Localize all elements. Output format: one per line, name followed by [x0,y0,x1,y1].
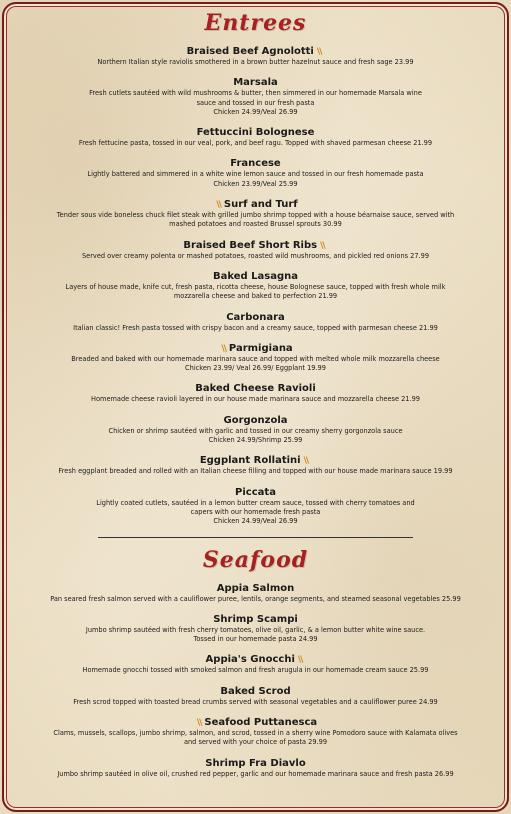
menu-item-description: Breaded and baked with our homemade marinara sauce and topped with melted whole milk mozzarella cheese [71,354,440,363]
menu-item [8,70,503,117]
menu-item-name: Appia Salmon [216,582,295,594]
menu-item-name: Braised Beef Short Ribs [183,239,318,251]
section-divider [98,537,413,538]
menu-item-description: Fresh cutlets sautéed with wild mushrooms & butter, then simmered in our homemade Marsala wine [89,89,422,98]
menu-item-name: Baked Lasagna [212,270,299,282]
menu-item [8,607,503,645]
menu-item [8,151,503,189]
menu-item-description: Chicken 24.99/Veal 26.99 [213,107,298,116]
menu-item-description: Tossed in our homemade pasta 24.99 [193,635,318,644]
menu-item-name: Eggplant Rollatini [199,455,301,467]
menu-item-heading [8,305,503,324]
menu-item-name: Shrimp Fra Diavlo [205,757,306,769]
menu-item-description: Tender sous vide boneless chuck filet steak with grilled jumbo shrimp topped with a house béarnaise sauce, served with [56,211,455,220]
menu-item-description: Jumbo shrimp sautéed with fresh cherry tomatoes, olive oil, garlic, & a lemon butter white wine sauce. [85,625,426,634]
menu-item-name: Marsala [233,77,278,89]
menu-item-heading [8,480,503,499]
menu-item-heading [8,408,503,427]
menu-item [8,751,503,779]
italian-flag-icon: \\ [216,200,221,211]
menu-item-description: Fresh fettucine pasta, tossed in our veal, pork, and beef ragu. Topped with shaved parmesan cheese 21.99 [78,139,433,148]
menu-item-name: Braised Beef Agnolotti [186,46,314,57]
menu-item-heading [8,751,503,770]
menu-item-heading [8,710,503,729]
menu-item-description: Lightly battered and simmered in a white wine lemon sauce and tossed in our fresh homemade pasta [87,170,424,179]
menu-item-description: Homemade gnocchi tossed with smoked salmon and fresh arugula in our homemade cream sauce 25.99 [82,666,429,675]
menu-item-description: Northern Italian style raviolis smothered in a brown butter hazelnut sauce and fresh sage 23.99 [97,58,414,66]
menu-item-description: Fresh scrod topped with toasted bread crumbs served with seasonal vegetables and a cauliflower puree 24.99 [73,697,438,706]
menu-item-description: Lightly coated cutlets, sautéed in a lemon butter cream sauce, tossed with cherry tomatoes and [96,498,415,507]
menu-item-heading [8,264,503,283]
menu-item-heading [8,233,503,252]
menu-item [8,647,503,675]
menu-item-heading [8,336,503,355]
italian-flag-icon: \\ [196,718,202,729]
menu-item [8,408,503,446]
entrees-title: Entrees [204,10,307,36]
menu-item-heading [8,376,503,395]
menu-item-heading [8,448,503,467]
menu-item-description: and served with your choice of pasta 29.99 [183,738,328,747]
menu-item-heading [8,576,503,595]
menu-item-heading [8,151,503,170]
italian-flag-icon: \\ [320,240,325,251]
menu-item-description: Jumbo shrimp sautéed in olive oil, crushed red pepper, garlic and our homemade marinara sauce and fresh pasta 26.99 [57,769,454,778]
menu-item-name: Francese [230,158,281,170]
menu-item-description: mozzarella cheese and baked to perfection 21.99 [173,292,338,301]
italian-flag-icon: \\ [303,456,309,467]
menu-item-description: Chicken 23.99/ Veal 26.99/ Eggplant 19.99 [185,364,326,373]
menu-item-heading [8,192,503,211]
menu-item-heading [8,607,503,626]
menu-item-description: Chicken 24.99/Shrimp 25.99 [208,436,303,445]
menu-item-heading [8,647,503,666]
menu-item-description: capers with our homemade fresh pasta [190,507,321,516]
menu-item-description: Fresh eggplant breaded and rolled with an Italian cheese filling and topped with our house made marinara sauce 19.99 [58,467,453,476]
menu-item [8,120,503,148]
menu-item-name: Piccata [235,486,276,498]
menu-item-heading [8,70,503,89]
menu-item-description: Italian classic! Fresh pasta tossed with crispy bacon and a creamy sauce, topped with parmesan cheese 21.99 [73,323,438,332]
menu-item [8,264,503,302]
menu-item-name: Gorgonzola [223,414,288,426]
menu-item-heading [8,679,503,698]
menu-item [8,710,503,748]
seafood-title: Seafood [202,546,309,573]
menu-item [8,679,503,707]
menu-item [8,192,503,230]
menu-item-name: Carbonara [226,311,285,323]
menu-item [8,336,503,374]
menu-item-name: Fettuccini Bolognese [196,127,315,139]
menu-item-description: Homemade cheese ravioli layered in our house made marinara sauce and mozzarella cheese 21.99 [91,395,420,404]
menu-item-heading [8,120,503,139]
italian-flag-icon: \\ [297,655,303,666]
menu-item-name: Parmigiana [228,342,293,354]
menu-item [8,376,503,404]
menu-item-name: Surf and Turf [223,199,298,211]
menu-item-description: Chicken 23.99/Veal 25.99 [213,179,298,188]
menu-item-name: Seafood Puttanesca [204,717,318,729]
menu-content [8,10,503,779]
entrees-list [8,39,503,527]
menu-item-description: sauce and tossed in our fresh pasta [196,98,315,107]
menu-item [8,480,503,527]
italian-flag-icon: \\ [221,343,226,354]
menu-item-description: Served over creamy polenta or mashed potatoes, roasted wild mushrooms, and pickled red onions 27.99 [81,251,430,260]
menu-item [8,305,503,333]
menu-item-description: Chicken 24.99/Veal 26.99 [213,517,298,526]
menu-item-name: Shrimp Scampi [213,613,298,625]
menu-item-name: Appia's Gnocchi [205,654,295,666]
menu-item [8,576,503,604]
menu-item-description: Clams, mussels, scallops, jumbo shrimp, salmon, and scrod, tossed in a sherry wine Pomodoro sauce with Kalamata olives [53,729,458,738]
menu-item-heading [8,39,503,58]
menu-item-description: Pan seared fresh salmon served with a cauliflower puree, lentils, orange segments, and steamed seasonal vegetables 25.99 [50,594,461,603]
menu-item [8,39,503,67]
menu-item [8,233,503,261]
italian-flag-icon: \\ [316,47,322,57]
menu-item-description: mashed potatoes and roasted Brussel sprouts 30.99 [169,220,342,229]
seafood-list [8,576,503,779]
menu-item-name: Baked Cheese Ravioli [195,383,316,395]
menu-item [8,448,503,476]
menu-item-name: Baked Scrod [220,685,291,697]
menu-item-description: Layers of house made, knife cut, fresh pasta, ricotta cheese, house Bolognese sauce, topped with fresh whole milk [65,282,446,291]
menu-item-description: Chicken or shrimp sautéed with garlic and tossed in our creamy sherry gorgonzola sauce [108,426,403,435]
